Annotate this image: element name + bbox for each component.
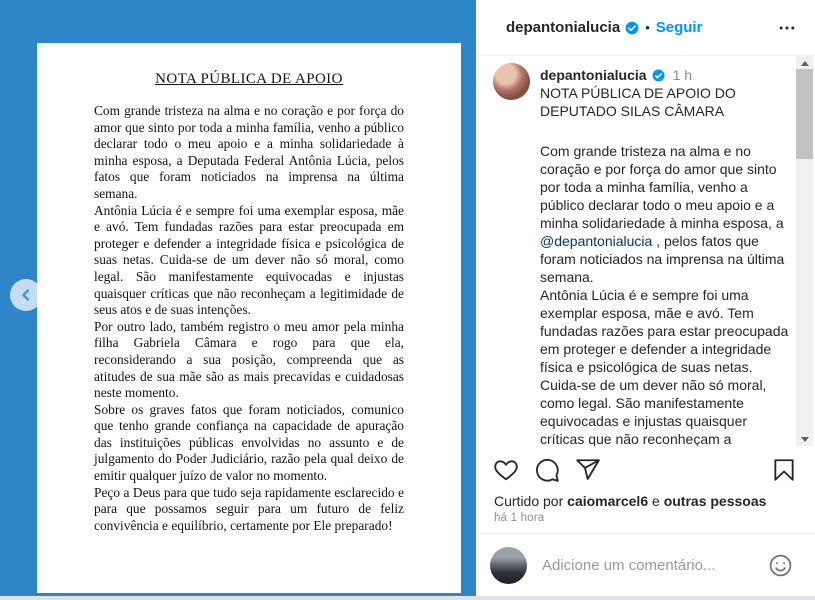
document-image <box>37 43 461 593</box>
document-paragraph: Sobre os graves fatos que foram noticiados, comunico que tenho grande confiança na capacidade de apuração das instituições públicas envolvidas no assunto e de julgamento do Poder Judiciário, razão pela qual deixo de emitir qualquer juízo de valor no momento. <box>94 401 404 484</box>
mention-link[interactable]: @depantonialucia <box>540 233 653 249</box>
carousel-previous-button[interactable] <box>10 279 42 311</box>
post-details-panel <box>476 0 815 596</box>
comment-input[interactable]: Adicione um comentário... <box>542 556 716 574</box>
caption-title: NOTA PÚBLICA DE APOIO DO DEPUTADO SILAS CÂMARA <box>540 85 736 119</box>
scrollbar-thumb[interactable] <box>796 69 813 159</box>
liked-by-user-link[interactable]: caiomarcel6 <box>567 493 649 509</box>
scrollbar-up-arrow[interactable] <box>796 56 813 70</box>
comments-scrollbar[interactable] <box>796 56 813 446</box>
liked-by-others-link[interactable]: outras pessoas <box>663 493 767 509</box>
header-separator: • <box>645 20 650 35</box>
save-bookmark-icon[interactable] <box>771 457 797 483</box>
document-paragraph: Antônia Lúcia é e sempre foi uma exemplar esposa, mãe e avó. Tem fundadas razões para estar preocupada em proteger e defender a integridade física e psicológica de suas netas. Cuida-se de um dever não só moral, como legal. São manifestamente equivocadas e injustas quaisquer críticas que não reconheçam a legitimidade de seus atos e de suas intenções. <box>94 202 404 318</box>
follow-button[interactable]: Seguir <box>655 19 703 36</box>
caption <box>540 66 789 446</box>
post-timestamp: há 1 hora <box>494 512 545 524</box>
share-icon[interactable] <box>575 457 601 483</box>
caption-username-link[interactable]: depantonialucia <box>540 67 647 83</box>
verified-badge-icon <box>625 21 639 35</box>
emoji-picker-button[interactable] <box>768 553 793 578</box>
comments-area <box>476 56 815 446</box>
caption-paragraph-2: Antônia Lúcia é e sempre foi uma exemplar esposa, mãe e avó. Tem fundadas razões para estar preocupada em proteger e defender a integridade física e psicológica de suas netas. Cuida-se de um dever não só moral, como legal. São manifestamente equivocadas e injustas quaisquer críticas que não reconheçam a <box>540 287 789 446</box>
more-options-button[interactable] <box>777 18 797 38</box>
chevron-left-icon <box>17 286 35 304</box>
comment-icon[interactable] <box>534 457 560 483</box>
current-user-avatar[interactable] <box>490 547 527 584</box>
caption-body <box>540 142 789 446</box>
header-username-link[interactable]: depantonialucia <box>506 19 621 36</box>
like-heart-icon[interactable] <box>493 457 519 483</box>
document-paragraph: Por outro lado, também registro o meu amor pela minha filha Gabriela Câmara e rogo para que ela, reconsiderando a sua posição, compreenda que as atitudes de sua mãe são as mais precavidas e cuidadosas neste momento. <box>94 318 404 401</box>
liked-by-line: Curtido por caiomarcel6 e outras pessoas <box>494 493 767 509</box>
add-comment-row <box>476 533 815 596</box>
post-header <box>476 0 815 56</box>
document-title: NOTA PÚBLICA DE APOIO <box>155 71 343 87</box>
caption-author-avatar[interactable] <box>493 63 530 100</box>
document-paragraph: Com grande tristeza na alma e no coração e por força do amor que sinto por toda a minha família, venho a público declarar todo o meu apoio e a minha solidariedade à minha esposa, a Deputada Federal Antônia Lúcia, pelos fatos que foram noticiados na imprensa na última semana. <box>94 103 404 201</box>
document-paragraph: Peço a Deus para que tudo seja rapidamente esclarecido e para que possamos seguir para um futuro de feliz convivência e equilíbrio, certamente por Ele preparado! <box>94 484 404 533</box>
scrollbar-down-arrow[interactable] <box>796 432 813 446</box>
ellipsis-icon <box>777 18 797 38</box>
caption-paragraph-1: Com grande tristeza na alma e no coração e por força do amor que sinto por toda a minha família, venho a público declarar todo o meu apoio e a minha solidariedade à minha esposa, a @depantonialucia , pelos fatos que foram noticiados na imprensa na última semana. <box>540 143 785 285</box>
smiley-icon <box>768 553 793 578</box>
verified-badge-icon <box>652 68 666 82</box>
caption-time: 1 h <box>672 67 693 83</box>
viewport-bottom-edge <box>0 596 815 600</box>
triangle-down-icon <box>801 437 809 442</box>
actions-row <box>476 446 815 483</box>
triangle-up-icon <box>801 61 809 66</box>
